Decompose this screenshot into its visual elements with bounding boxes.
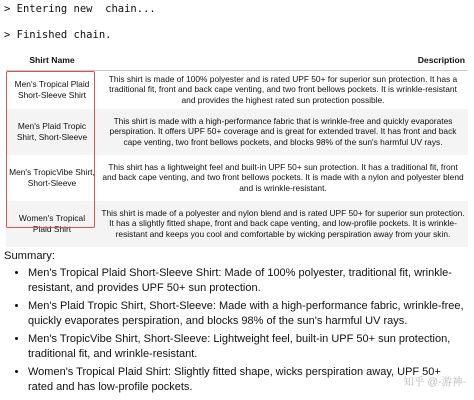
shirt-name-cell: Women's Tropical Plaid Shirt [6, 201, 98, 247]
table-row [6, 201, 468, 247]
column-header-description: Description [98, 52, 468, 70]
shirt-description-cell: This shirt is made of a polyester and nylon blend and is rated UPF 50+ for superior sun protection. It has a slightly fitted shape, front and back cape venting, and low-profile pockets. It is wrinkle-resistant and keeps you cool and comfortable by wicking perspiration away from your skin. [98, 201, 468, 247]
table-row [6, 109, 468, 155]
console-output-finished: > Finished chain. [4, 29, 112, 41]
shirt-name-cell: Men's Tropical Plaid Short-Sleeve Shirt [6, 70, 98, 109]
summary-item: • Men's Plaid Tropic Shirt, Short-Sleeve: Made with a high-performance fabric, wrinkle-free, quickly evaporates perspiration, and blocks 98% of the sun's harmful UV rays. [28, 299, 466, 329]
summary-list [4, 266, 466, 398]
shirts-table [6, 52, 468, 247]
shirt-name-cell: Men's Plaid Tropic Shirt, Short-Sleeve [6, 109, 98, 155]
summary-heading: Summary: [4, 250, 55, 262]
column-header-shirt-name: Shirt Name [6, 52, 98, 70]
table-row [6, 155, 468, 201]
shirt-name-cell: Men's TropicVibe Shirt, Short-Sleeve [6, 155, 98, 201]
table-row [6, 70, 468, 109]
shirt-description-cell: This shirt is made with a high-performance fabric that is wrinkle-free and quickly evaporates perspiration. It offers UPF 50+ coverage and is great for extended travel. It has front and back cape venting, two front bellows pockets, and blocks 98% of the sun's harmful UV rays. [98, 109, 468, 155]
summary-item: • Men's Tropical Plaid Short-Sleeve Shirt: Made of 100% polyester, traditional fit, wrinkle-resistant, and provides UPF 50+ sun protection. [28, 266, 466, 296]
shirt-description-cell: This shirt is made of 100% polyester and is rated UPF 50+ for superior sun protection. It has a traditional fit, front and back cape venting, and two front bellows pockets. It is wrinkle-resistant and provides the highest rated sun protection possible. [98, 70, 468, 109]
summary-item: • Women's Tropical Plaid Shirt: Slightly fitted shape, wicks perspiration away, UPF 50+ rated and has low-profile pockets. [28, 365, 466, 395]
console-output-entering: > Entering new chain... [4, 3, 156, 15]
summary-item: • Men's TropicVibe Shirt, Short-Sleeve: Lightweight feel, built-in UPF 50+ sun protection, traditional fit, and wrinkle-resistant. [28, 332, 466, 362]
watermark: 知乎 @-游神- [403, 376, 466, 388]
shirt-description-cell: This shirt has a lightweight feel and built-in UPF 50+ sun protection. It has a traditional fit, front and back cape venting, and two front bellows pockets. It is made with a nylon and polyester blend and is wrinkle-resistant. [98, 155, 468, 201]
table-header-row [6, 52, 468, 70]
